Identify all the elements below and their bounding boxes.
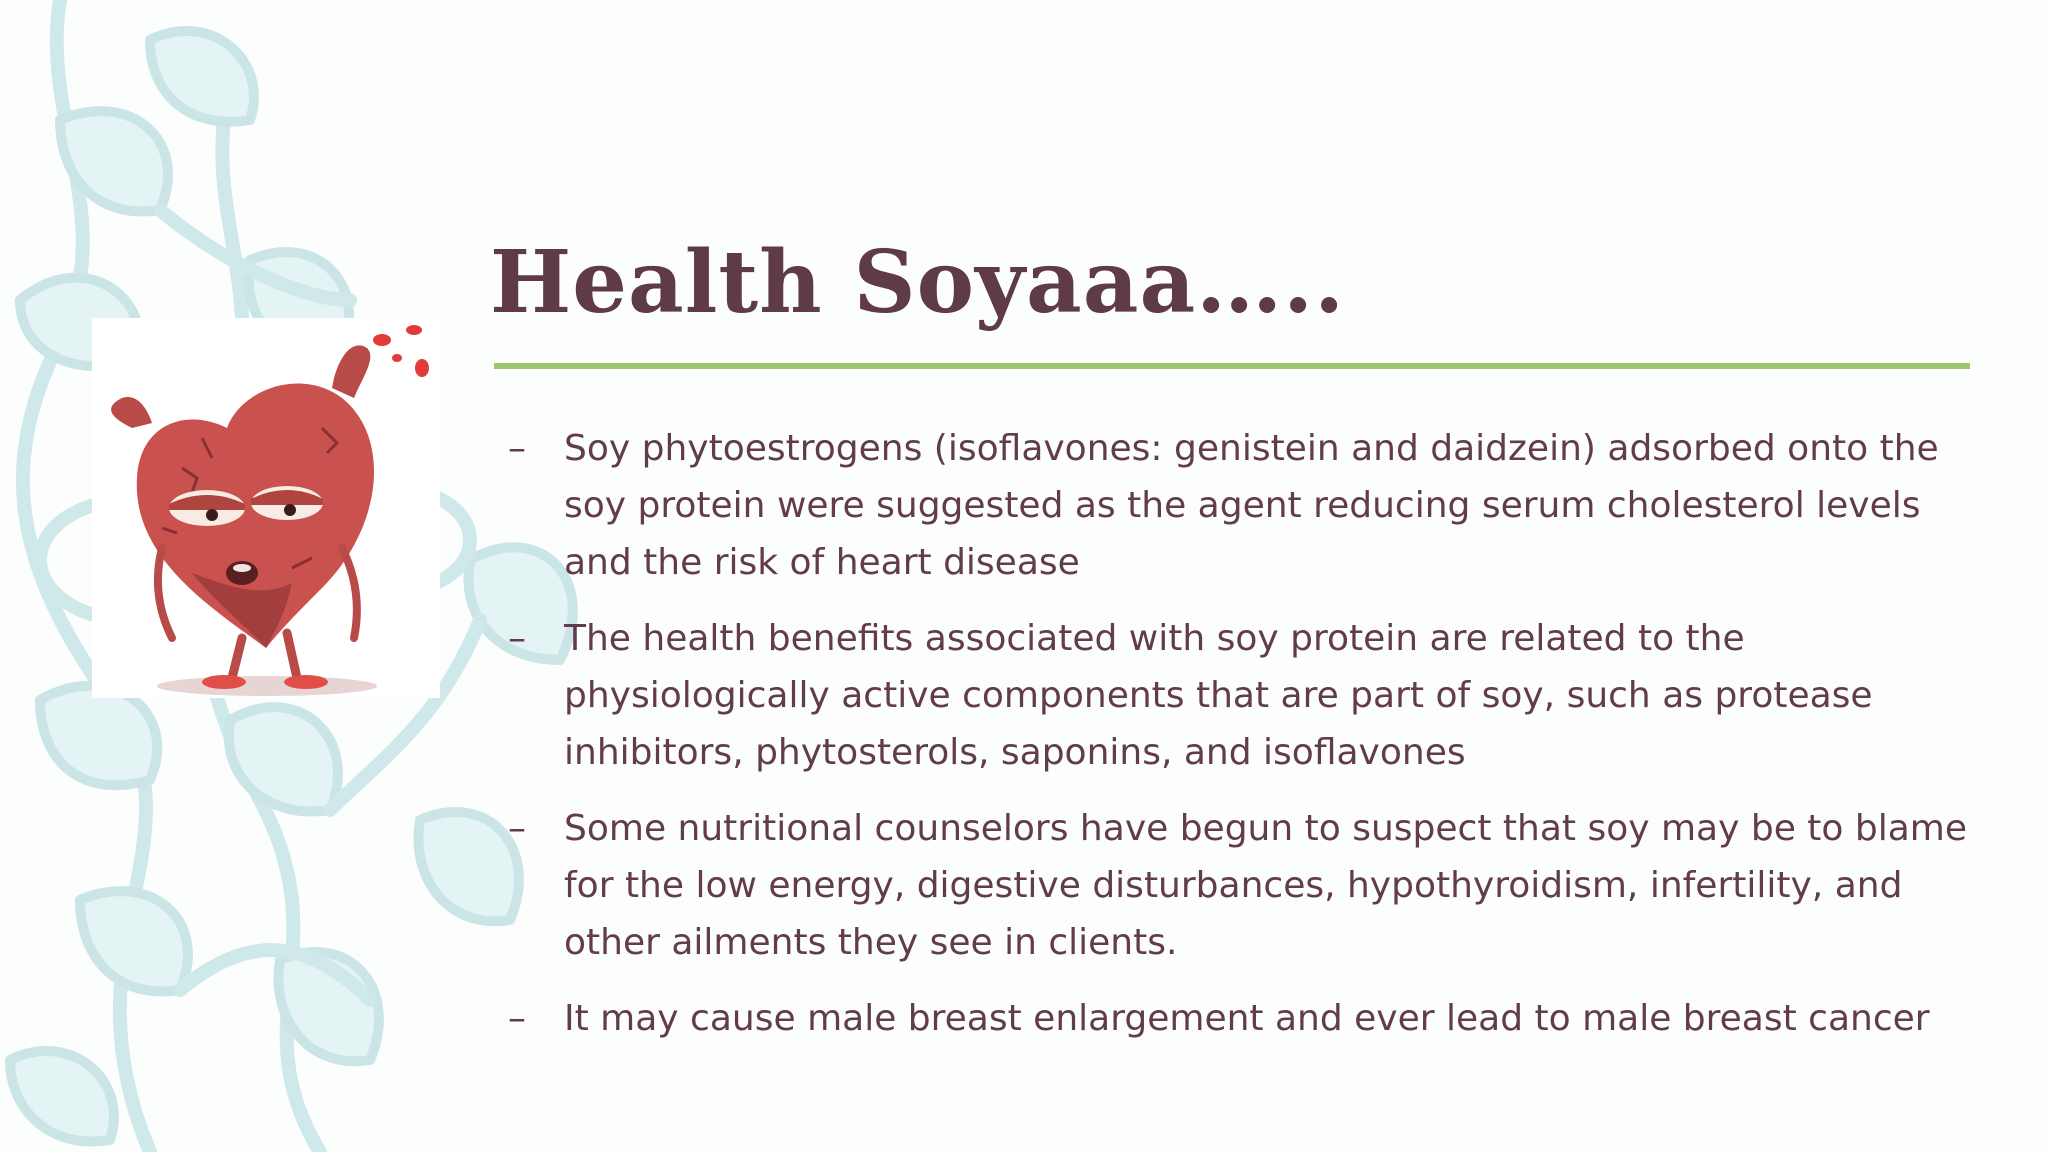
bullet-item [508, 800, 1968, 971]
slide-title: Health Soyaaa….. [490, 232, 1346, 333]
bullet-marker: – [508, 808, 526, 849]
heart-illustration [92, 318, 440, 698]
title-divider [494, 363, 1970, 369]
bullet-item [508, 420, 1968, 591]
bullet-text: The health benefits associated with soy protein are related to the physiologically active components that are part of soy, such as protease inhibitors, phytosterols, saponins, and isoflavones [564, 618, 1873, 773]
sad-heart-cartoon-icon [92, 318, 440, 698]
bullet-marker: – [508, 618, 526, 659]
bullet-item [508, 990, 1968, 1047]
bullet-text: Some nutritional counselors have begun to suspect that soy may be to blame for the low energy, digestive disturbances, hypothyroidism, infertility, and other ailments they see in clients. [564, 808, 1968, 963]
bullet-text: It may cause male breast enlargement and ever lead to male breast cancer [564, 998, 1930, 1039]
bullet-list [508, 420, 1968, 1066]
bullet-marker: – [508, 998, 526, 1039]
bullet-text: Soy phytoestrogens (isoflavones: genistein and daidzein) adsorbed onto the soy protein were suggested as the agent reducing serum cholesterol levels and the risk of heart disease [564, 428, 1939, 583]
bullet-marker: – [508, 428, 526, 469]
bullet-item [508, 610, 1968, 781]
